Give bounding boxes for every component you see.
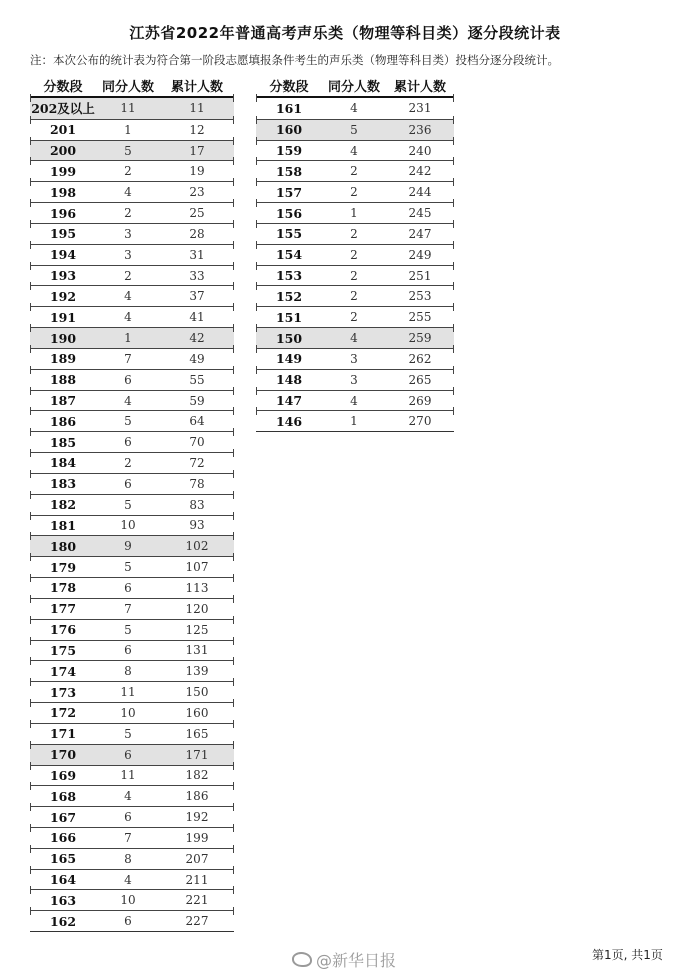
table-row (30, 223, 234, 244)
cell-cumulative: 182 (185, 768, 209, 783)
header-cumulative: 累计人数 (393, 79, 446, 95)
table-row (30, 869, 234, 890)
cell-same-count: 10 (120, 893, 136, 908)
cell-same-count: 4 (124, 872, 132, 887)
cell-same-count: 2 (350, 185, 358, 200)
cell-same-count: 6 (124, 435, 132, 450)
cell-score: 164 (49, 872, 77, 888)
cell-score: 158 (275, 163, 303, 179)
cell-cumulative: 160 (185, 705, 209, 720)
cell-score: 201 (49, 122, 77, 138)
cell-cumulative: 41 (189, 310, 205, 325)
table-row (30, 160, 234, 181)
cell-score: 194 (49, 247, 77, 263)
cell-same-count: 2 (124, 455, 132, 470)
page-title: 江苏省2022年普通高考声乐类（物理等科目类）逐分段统计表 (129, 24, 561, 42)
cell-cumulative: 231 (408, 101, 432, 116)
cell-same-count: 4 (350, 331, 358, 346)
table-row (30, 327, 234, 348)
cell-cumulative: 150 (185, 685, 209, 700)
cell-score: 155 (275, 226, 303, 242)
cell-same-count: 3 (350, 351, 358, 366)
cell-same-count: 2 (350, 310, 358, 325)
cell-score: 181 (49, 517, 77, 533)
cell-same-count: 10 (120, 705, 136, 720)
table-row (30, 452, 234, 473)
cell-score: 150 (275, 330, 303, 346)
cell-cumulative: 19 (189, 164, 205, 179)
cell-same-count: 5 (124, 414, 132, 429)
cell-cumulative: 125 (185, 622, 209, 637)
table-row (256, 390, 454, 411)
table-row (30, 640, 234, 661)
cell-cumulative: 25 (189, 206, 205, 221)
table-body (256, 98, 454, 432)
cell-same-count: 3 (124, 247, 132, 262)
cell-cumulative: 78 (189, 476, 205, 491)
cell-cumulative: 255 (408, 310, 432, 325)
cell-score: 166 (49, 830, 77, 846)
cell-cumulative: 113 (185, 580, 209, 595)
table-row (256, 202, 454, 223)
table-row (30, 181, 234, 202)
table-row (30, 390, 234, 411)
cell-score: 151 (275, 309, 303, 325)
cell-cumulative: 12 (189, 122, 205, 137)
cell-cumulative: 11 (189, 101, 205, 116)
cell-score: 169 (49, 767, 77, 783)
cell-same-count: 4 (124, 393, 132, 408)
cell-cumulative: 249 (408, 247, 432, 262)
cell-same-count: 2 (350, 226, 358, 241)
cell-cumulative: 186 (185, 789, 209, 804)
cell-same-count: 5 (124, 560, 132, 575)
cell-same-count: 5 (124, 622, 132, 637)
cell-same-count: 5 (124, 143, 132, 158)
cell-same-count: 4 (124, 789, 132, 804)
table-row (30, 98, 234, 119)
cell-same-count: 9 (124, 539, 132, 554)
cell-cumulative: 64 (189, 414, 205, 429)
table-row (30, 556, 234, 577)
cell-score: 161 (275, 100, 303, 116)
table-row (30, 723, 234, 744)
score-table-left (30, 74, 234, 932)
table-row (256, 410, 454, 431)
table-row (30, 369, 234, 390)
cell-score: 180 (49, 538, 77, 554)
cell-score: 176 (49, 622, 77, 638)
cell-score: 165 (49, 851, 77, 867)
table-row (30, 827, 234, 848)
cell-cumulative: 42 (189, 331, 205, 346)
cell-cumulative: 171 (185, 747, 209, 762)
cell-score: 195 (49, 226, 77, 242)
table-row (30, 619, 234, 640)
cell-cumulative: 28 (189, 226, 205, 241)
cell-cumulative: 192 (185, 810, 209, 825)
cell-cumulative: 33 (189, 268, 205, 283)
table-row (30, 306, 234, 327)
cell-same-count: 6 (124, 643, 132, 658)
table-body (30, 98, 234, 932)
table-row (256, 160, 454, 181)
table-row (30, 577, 234, 598)
cell-same-count: 4 (124, 289, 132, 304)
cell-score: 187 (49, 393, 77, 408)
cell-same-count: 6 (124, 810, 132, 825)
cell-cumulative: 242 (408, 164, 432, 179)
cell-same-count: 10 (120, 518, 136, 533)
cell-score: 171 (49, 726, 77, 742)
table-row (30, 702, 234, 723)
cell-score: 182 (49, 497, 77, 513)
cell-score: 189 (49, 351, 77, 367)
cell-score: 168 (49, 788, 77, 804)
cell-same-count: 7 (124, 351, 132, 366)
header-same-count: 同分人数 (327, 79, 380, 95)
cell-cumulative: 211 (185, 872, 209, 887)
weibo-icon (292, 952, 312, 967)
table-row (256, 244, 454, 265)
cell-same-count: 8 (124, 851, 132, 866)
table-row (30, 431, 234, 452)
cell-score: 184 (49, 455, 77, 471)
cell-score: 173 (49, 684, 77, 700)
cell-same-count: 2 (124, 206, 132, 221)
cell-cumulative: 107 (185, 560, 209, 575)
cell-same-count: 2 (350, 247, 358, 262)
cell-same-count: 4 (350, 143, 358, 158)
cell-same-count: 8 (124, 664, 132, 679)
table-row (30, 244, 234, 265)
cell-cumulative: 251 (408, 268, 432, 283)
table-row (256, 348, 454, 369)
cell-same-count: 3 (350, 372, 358, 387)
cell-cumulative: 244 (408, 185, 432, 200)
cell-score: 186 (49, 413, 77, 429)
table-row (30, 744, 234, 765)
cell-same-count: 6 (124, 476, 132, 491)
cell-cumulative: 245 (408, 206, 432, 221)
cell-score: 157 (275, 184, 303, 200)
cell-score: 163 (49, 892, 77, 908)
cell-score: 192 (49, 288, 77, 304)
cell-score: 188 (49, 372, 77, 388)
table-row (30, 785, 234, 806)
table-row (256, 119, 454, 140)
cell-cumulative: 139 (185, 664, 209, 679)
table-row (30, 494, 234, 515)
cell-cumulative: 72 (189, 455, 205, 470)
table-row (256, 98, 454, 119)
cell-cumulative: 165 (185, 726, 209, 741)
cell-cumulative: 240 (408, 143, 432, 158)
table-header (30, 74, 234, 98)
cell-cumulative: 93 (189, 518, 205, 533)
cell-cumulative: 253 (408, 289, 432, 304)
cell-same-count: 6 (124, 372, 132, 387)
cell-score: 174 (49, 663, 77, 679)
cell-cumulative: 49 (189, 351, 205, 366)
cell-score: 191 (49, 309, 77, 325)
table-row (30, 285, 234, 306)
cell-score: 179 (49, 559, 77, 575)
cell-same-count: 2 (350, 268, 358, 283)
cell-score: 147 (275, 393, 303, 408)
table-row (30, 598, 234, 619)
cell-score: 160 (275, 122, 303, 138)
cell-cumulative: 227 (185, 914, 209, 929)
cell-cumulative: 269 (408, 393, 432, 408)
score-table-right (256, 74, 454, 432)
cell-cumulative: 17 (189, 143, 205, 158)
header-score: 分数段 (269, 79, 309, 95)
table-row (256, 181, 454, 202)
cell-same-count: 5 (124, 497, 132, 512)
table-row (256, 306, 454, 327)
cell-cumulative: 31 (189, 247, 205, 262)
cell-score: 202及以上 (31, 101, 95, 117)
table-row (30, 910, 234, 931)
cell-cumulative: 120 (185, 601, 209, 616)
cell-score: 170 (49, 747, 77, 763)
watermark-text: @新华日报 (316, 951, 397, 970)
cell-same-count: 2 (350, 289, 358, 304)
table-row (30, 515, 234, 536)
cell-same-count: 4 (350, 101, 358, 116)
cell-same-count: 6 (124, 747, 132, 762)
table-row (30, 681, 234, 702)
cell-same-count: 4 (124, 185, 132, 200)
table-row (256, 140, 454, 161)
cell-score: 198 (49, 184, 77, 200)
cell-cumulative: 247 (408, 226, 432, 241)
cell-cumulative: 207 (185, 851, 209, 866)
cell-same-count: 2 (350, 164, 358, 179)
table-row (256, 327, 454, 348)
cell-score: 177 (49, 601, 77, 617)
cell-cumulative: 37 (189, 289, 205, 304)
cell-score: 172 (49, 705, 77, 721)
table-row (30, 765, 234, 786)
table-row (256, 369, 454, 390)
cell-cumulative: 83 (189, 497, 205, 512)
cell-same-count: 11 (120, 101, 136, 116)
cell-cumulative: 265 (408, 372, 432, 387)
table-row (30, 348, 234, 369)
cell-cumulative: 259 (408, 331, 432, 346)
cell-score: 153 (275, 268, 303, 284)
cell-score: 162 (49, 913, 77, 929)
table-row (256, 223, 454, 244)
cell-same-count: 4 (350, 393, 358, 408)
cell-cumulative: 221 (185, 893, 209, 908)
cell-cumulative: 55 (189, 372, 205, 387)
table-row (30, 473, 234, 494)
cell-same-count: 1 (350, 206, 358, 221)
cell-score: 178 (49, 580, 77, 596)
cell-score: 175 (49, 642, 77, 658)
table-row (30, 202, 234, 223)
cell-score: 149 (275, 351, 303, 367)
cell-same-count: 1 (124, 331, 132, 346)
table-row (30, 265, 234, 286)
page-footer: 第1页, 共1页 (592, 948, 663, 962)
table-header (256, 74, 454, 98)
cell-score: 183 (49, 476, 77, 492)
cell-same-count: 1 (350, 414, 358, 429)
cell-cumulative: 270 (408, 414, 432, 429)
cell-cumulative: 23 (189, 185, 205, 200)
cell-score: 152 (275, 288, 303, 304)
cell-cumulative: 262 (408, 351, 432, 366)
cell-same-count: 6 (124, 914, 132, 929)
cell-same-count: 1 (124, 122, 132, 137)
table-row (30, 410, 234, 431)
cell-score: 196 (49, 205, 77, 221)
cell-same-count: 11 (120, 768, 136, 783)
header-same-count: 同分人数 (101, 79, 154, 95)
header-score: 分数段 (43, 79, 83, 95)
cell-same-count: 2 (124, 268, 132, 283)
cell-score: 199 (49, 163, 77, 179)
table-row (30, 119, 234, 140)
cell-same-count: 7 (124, 830, 132, 845)
table-row (30, 535, 234, 556)
cell-score: 156 (275, 205, 303, 221)
cell-same-count: 7 (124, 601, 132, 616)
cell-cumulative: 59 (189, 393, 205, 408)
cell-cumulative: 199 (185, 830, 209, 845)
cell-same-count: 5 (124, 726, 132, 741)
table-row (30, 660, 234, 681)
cell-same-count: 2 (124, 164, 132, 179)
weibo-watermark (292, 948, 396, 971)
table-row (30, 889, 234, 910)
table-row (30, 140, 234, 161)
cell-score: 148 (275, 372, 303, 388)
cell-cumulative: 70 (189, 435, 205, 450)
cell-score: 185 (49, 434, 77, 450)
header-cumulative: 累计人数 (170, 79, 223, 95)
cell-same-count: 3 (124, 226, 132, 241)
cell-score: 146 (275, 413, 303, 429)
cell-cumulative: 131 (185, 643, 209, 658)
cell-score: 167 (49, 809, 77, 825)
cell-same-count: 4 (124, 310, 132, 325)
table-row (30, 848, 234, 869)
table-row (30, 806, 234, 827)
table-row (256, 265, 454, 286)
cell-score: 154 (275, 247, 303, 263)
cell-same-count: 5 (350, 122, 358, 137)
cell-cumulative: 102 (185, 539, 209, 554)
cell-cumulative: 236 (408, 122, 432, 137)
cell-same-count: 11 (120, 685, 136, 700)
table-note: 注：本次公布的统计表为符合第一阶段志愿填报条件考生的声乐类（物理等科目类）投档分逐分段统计。 (30, 53, 559, 67)
cell-score: 190 (49, 330, 77, 346)
table-row (256, 285, 454, 306)
cell-score: 159 (275, 143, 303, 159)
cell-same-count: 6 (124, 580, 132, 595)
cell-score: 200 (49, 143, 77, 159)
cell-score: 193 (49, 268, 77, 284)
